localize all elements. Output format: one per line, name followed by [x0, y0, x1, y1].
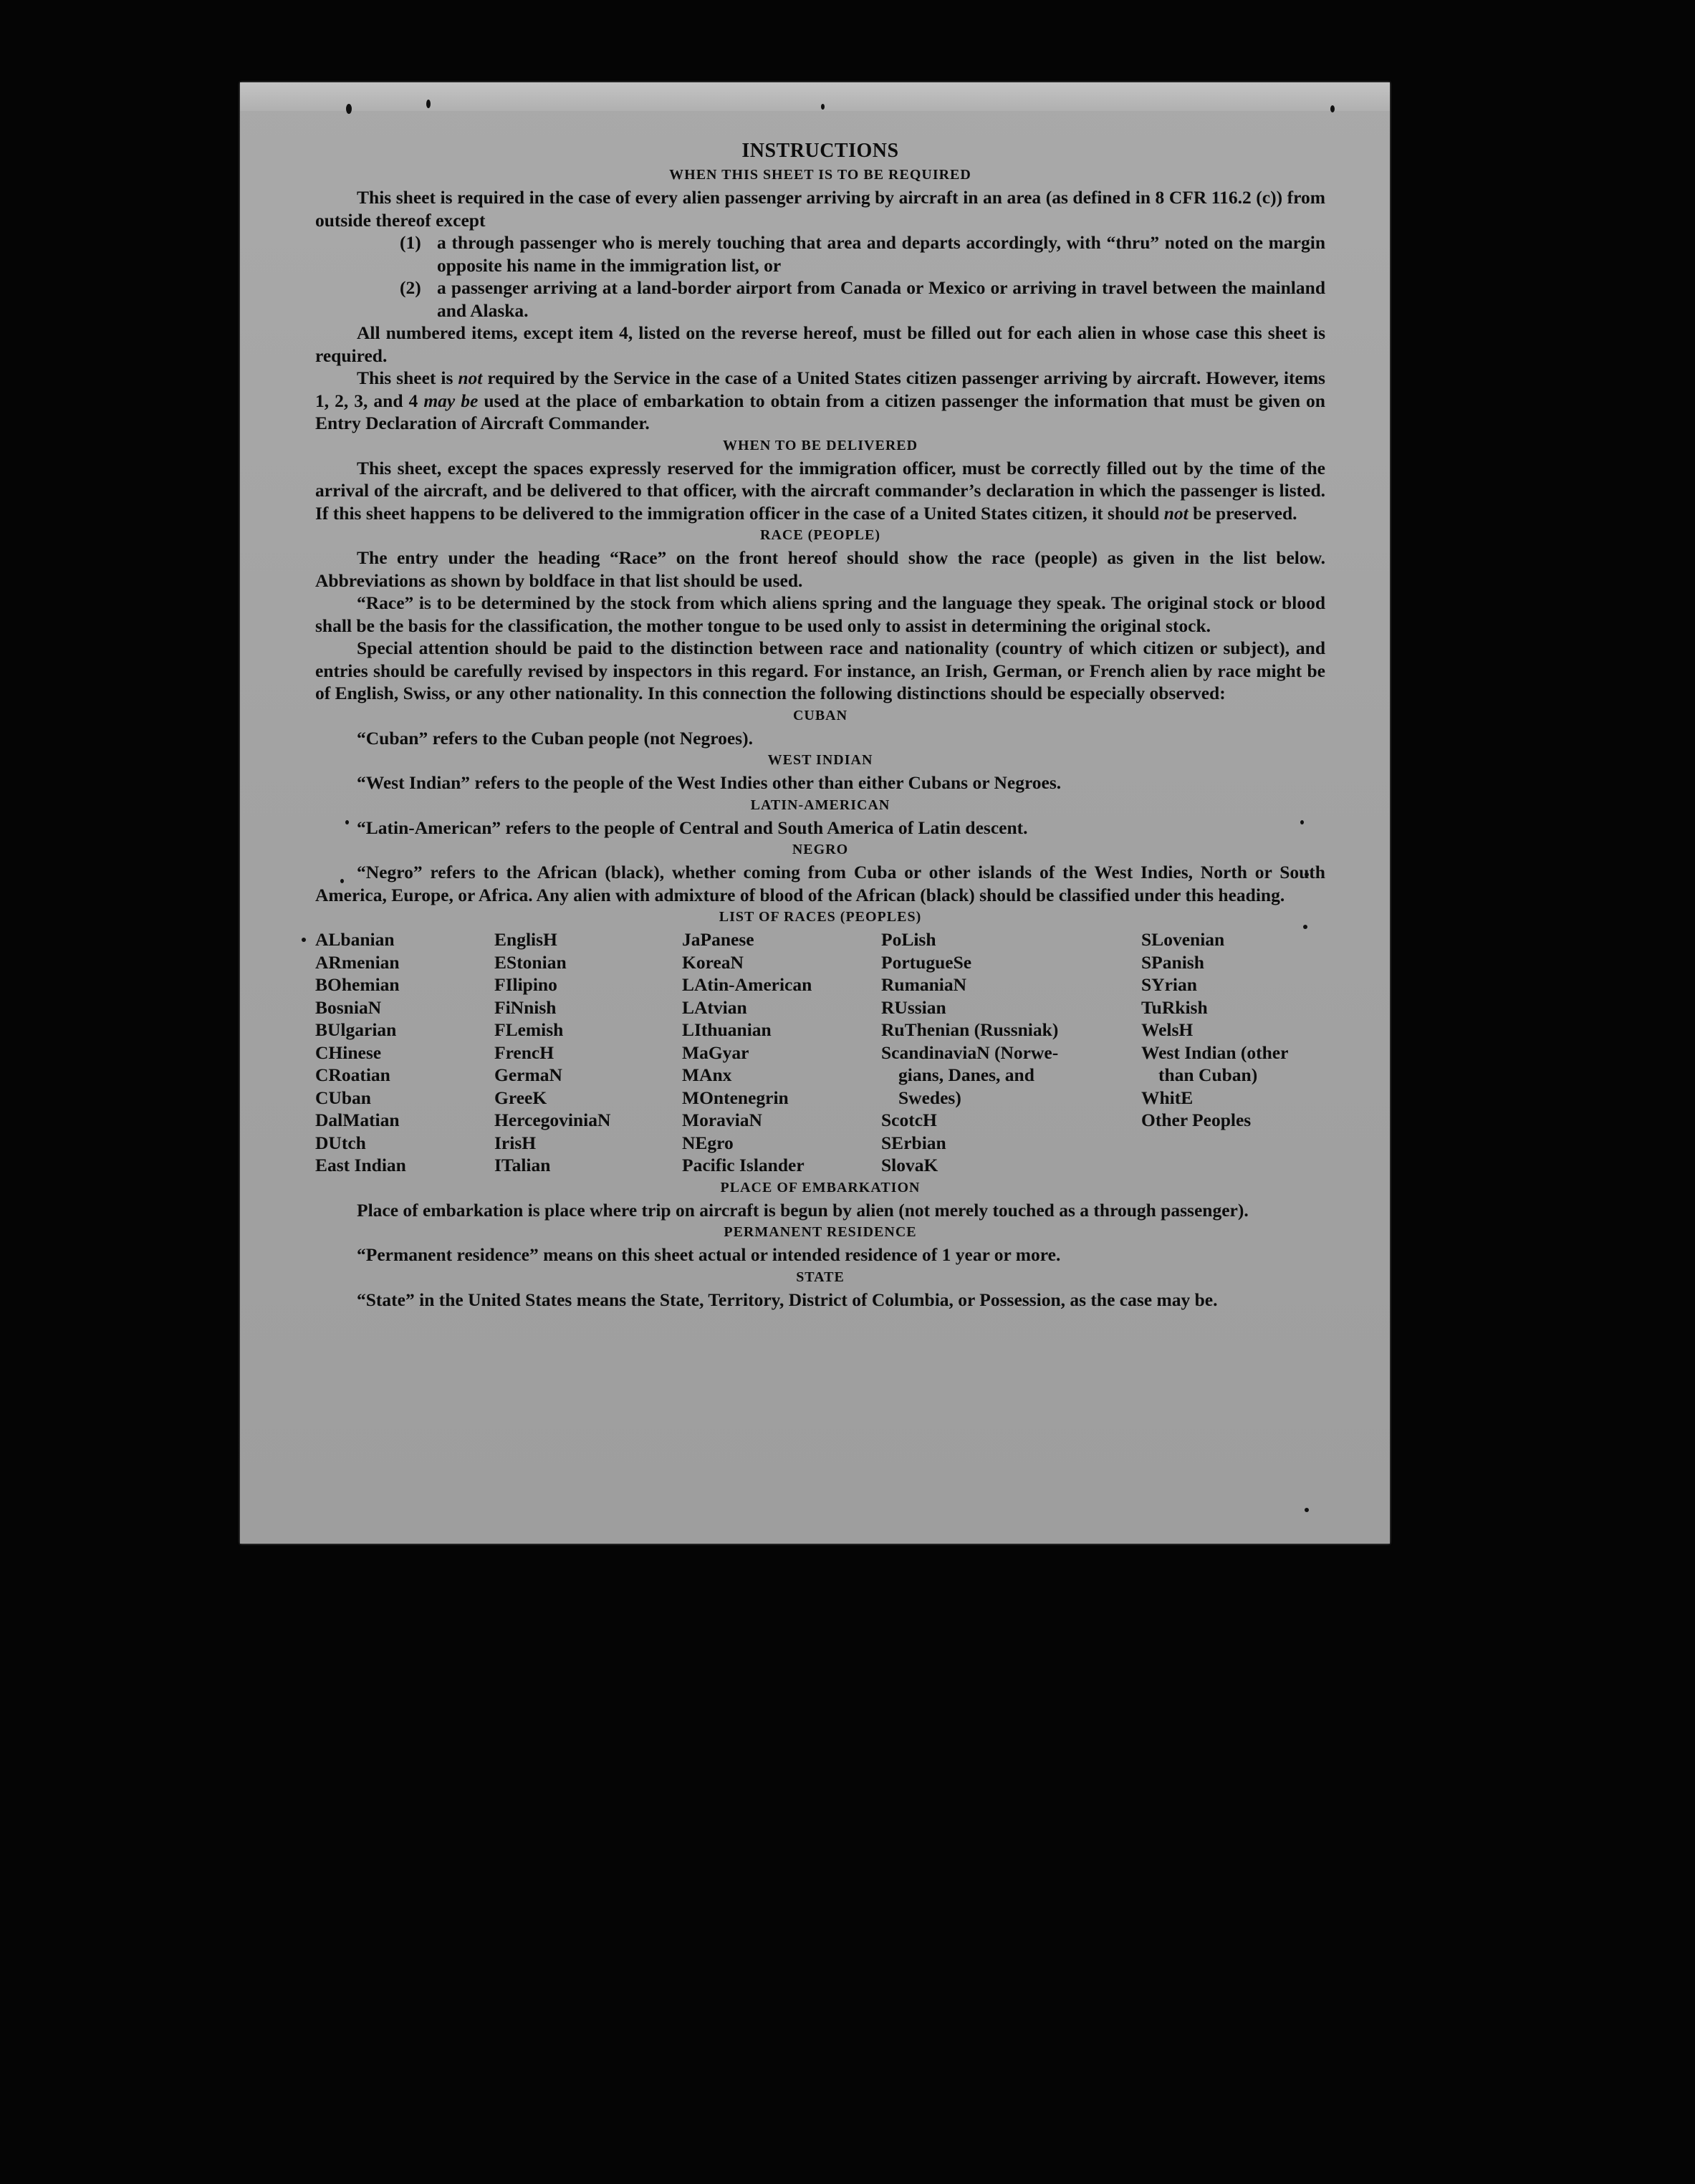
race-entry: NEgro [682, 1132, 734, 1153]
section-heading-list-of-races: LIST OF RACES (PEOPLES) [719, 909, 922, 925]
race-entry: Other Peoples [1141, 1110, 1252, 1130]
paragraph-race-1: The entry under the heading “Race” on the front hereof should show the race (people) as given in the list below. Abbreviations as shown by boldface in that list should be used. [315, 547, 1325, 591]
scan-speck [1330, 105, 1335, 112]
section-heading-residence: PERMANENT RESIDENCE [724, 1224, 917, 1240]
section-heading-when-delivered: WHEN TO BE DELIVERED [722, 437, 918, 453]
section-heading-cuban: CUBAN [792, 707, 848, 723]
race-entry: KoreaN [682, 951, 744, 973]
instructions-text [315, 138, 1325, 1311]
race-entry: SYrian [1141, 974, 1197, 995]
race-entry: WelsH [1141, 1019, 1194, 1040]
exception-item-1 [400, 231, 1325, 276]
item-number: (2) [400, 277, 421, 298]
race-column-4 [881, 928, 1141, 1177]
section-heading-state: STATE [796, 1269, 845, 1285]
section-heading-west-indian: WEST INDIAN [767, 752, 873, 768]
item-text: a passenger arriving at a land-border airport from Canada or Mexico or arriving in travel between the mainland and Alaska. [437, 277, 1325, 321]
paragraph-state: “State” in the United States means the State, Territory, District of Columbia, or Possession, as the case may be. [357, 1289, 1218, 1310]
section-heading-embarkation: PLACE OF EMBARKATION [720, 1179, 921, 1196]
race-entry: FrencH [494, 1042, 554, 1063]
race-entry: WhitE [1141, 1087, 1194, 1108]
race-entry: DUtch [315, 1132, 366, 1153]
section-heading-latin-american: LATIN-AMERICAN [750, 797, 890, 813]
race-entry: CHinese [315, 1042, 382, 1063]
race-list-grid [315, 928, 1325, 1177]
paragraph-west-indian: “West Indian” refers to the people of the West Indies other than either Cubans or Negroes. [357, 772, 1062, 793]
section-heading-when-required: WHEN THIS SHEET IS TO BE REQUIRED [669, 167, 971, 183]
race-entry: MoraviaN [682, 1110, 762, 1130]
race-entry: BUlgarian [315, 1019, 397, 1040]
race-entry: SErbian [881, 1132, 946, 1153]
race-entry: BosniaN [315, 996, 382, 1018]
scan-speck [821, 104, 825, 110]
race-entry: IrisH [494, 1132, 537, 1153]
race-entry: Pacific Islander [682, 1155, 805, 1175]
paragraph-residence: “Permanent residence” means on this sheet actual or intended residence of 1 year or more. [357, 1244, 1061, 1265]
race-entry: PortugueSe [881, 951, 972, 973]
race-column-5 [1141, 928, 1325, 1177]
race-entry: SlovaK [881, 1155, 938, 1175]
section-heading-negro: NEGRO [792, 842, 849, 857]
race-entry: SPanish [1141, 951, 1204, 973]
race-entry: EStonian [494, 951, 567, 973]
race-entry: HercegoviniaN [494, 1110, 611, 1130]
sheet-top-edge [240, 82, 1390, 111]
document-sheet [240, 82, 1390, 1544]
race-entry: FiNnish [494, 996, 557, 1018]
race-entry: EnglisH [494, 929, 557, 950]
race-entry: TuRkish [1141, 996, 1208, 1018]
race-column-2 [494, 928, 682, 1177]
race-entry: DalMatian [315, 1110, 400, 1130]
race-entry: ALbanian [315, 929, 395, 950]
race-entry: MaGyar [682, 1042, 749, 1063]
exception-item-2 [400, 276, 1325, 322]
race-entry: RumaniaN [881, 974, 967, 995]
page-title: INSTRUCTIONS [741, 140, 899, 162]
race-entry: RuThenian (Russniak) [881, 1019, 1059, 1040]
race-entry: LAtin-American [682, 974, 812, 995]
scan-speck [302, 938, 306, 942]
item-text: a through passenger who is merely touching that area and departs accordingly, with “thru” noted on the margin opposite his name in the immigration list, or [437, 232, 1325, 276]
paragraph-latin-american: “Latin-American” refers to the people of Central and South America of Latin descent. [357, 817, 1028, 838]
race-entry: RUssian [881, 996, 946, 1018]
paragraph-race-2: “Race” is to be determined by the stock from which aliens spring and the language they speak. The original stock or blood shall be the basis for the classification, the mother tongue to be used only to assist in determining the original stock. [315, 592, 1325, 636]
paragraph-citizen: This sheet is not required by the Service in the case of a United States citizen passenger arriving by aircraft. However, items 1, 2, 3, and 4 may be used at the place of embarkation to obtain from a citizen passenger the information that must be given on Entry Declaration of Aircraft Commander. [315, 367, 1325, 433]
race-entry: PoLish [881, 929, 936, 950]
paragraph-embarkation: Place of embarkation is place where trip on aircraft is begun by alien (not merely touched as a through passenger). [357, 1199, 1249, 1221]
race-entry-continuation: gians, Danes, and [898, 1064, 1034, 1085]
race-entry-continuation: Swedes) [898, 1087, 961, 1108]
scan-speck [1305, 1508, 1309, 1512]
race-entry: CRoatian [315, 1064, 390, 1085]
race-entry: LAtvian [682, 996, 747, 1018]
item-number: (1) [400, 232, 421, 253]
race-entry: GermaN [494, 1064, 562, 1085]
race-entry: FIlipino [494, 974, 557, 995]
race-entry: BOhemian [315, 974, 400, 995]
scan-speck [426, 100, 431, 108]
paragraph-numbered-items: All numbered items, except item 4, listed on the reverse hereof, must be filled out for each alien in whose case this sheet is required. [315, 322, 1325, 366]
race-entry: West Indian (other [1141, 1042, 1289, 1063]
race-column-3 [682, 928, 881, 1177]
race-entry: GreeK [494, 1087, 547, 1108]
race-entry: JaPanese [682, 929, 754, 950]
paragraph-when-delivered: This sheet, except the spaces expressly reserved for the immigration officer, must be correctly filled out by the time of the arrival of the aircraft, and be delivered to that officer, with the aircraft commander’s declaration in which the passenger is listed. If this sheet happens to be delivered to the immigration officer in the case of a United States citizen, it should not be preserved. [315, 457, 1325, 524]
paragraph-when-required-intro: This sheet is required in the case of every alien passenger arriving by aircraft in an area (as defined in 8 CFR 116.2 (c)) from outside thereof except [315, 187, 1325, 231]
race-entry: SLovenian [1141, 929, 1225, 950]
race-entry-continuation: than Cuban) [1158, 1064, 1258, 1085]
race-entry: ITalian [494, 1155, 551, 1175]
race-entry: CUban [315, 1087, 371, 1108]
race-entry: MOntenegrin [682, 1087, 789, 1108]
race-entry: LIthuanian [682, 1019, 772, 1040]
race-entry: ScandinaviaN (Norwe- [881, 1042, 1059, 1063]
paragraph-negro: “Negro” refers to the African (black), whether coming from Cuba or other islands of the West Indies, North or South America, Europe, or Africa. Any alien with admixture of blood of the African (black) should be classified under this heading. [315, 862, 1325, 905]
race-column-1 [315, 928, 494, 1177]
race-entry: ScotcH [881, 1110, 937, 1130]
race-entry: ARmenian [315, 951, 400, 973]
paragraph-race-3: Special attention should be paid to the distinction between race and nationality (country of which citizen or subject), and entries should be carefully revised by inspectors in this regard. For instance, an Irish, German, or French alien by race might be of English, Swiss, or any other nationality. In this connection the following distinctions should be especially observed: [315, 638, 1325, 703]
paragraph-cuban: “Cuban” refers to the Cuban people (not Negroes). [357, 727, 753, 749]
scan-speck [346, 104, 352, 114]
section-heading-race: RACE (PEOPLE) [760, 527, 880, 543]
race-entry: FLemish [494, 1019, 564, 1040]
race-entry: East Indian [315, 1155, 406, 1175]
race-entry: MAnx [682, 1064, 732, 1085]
